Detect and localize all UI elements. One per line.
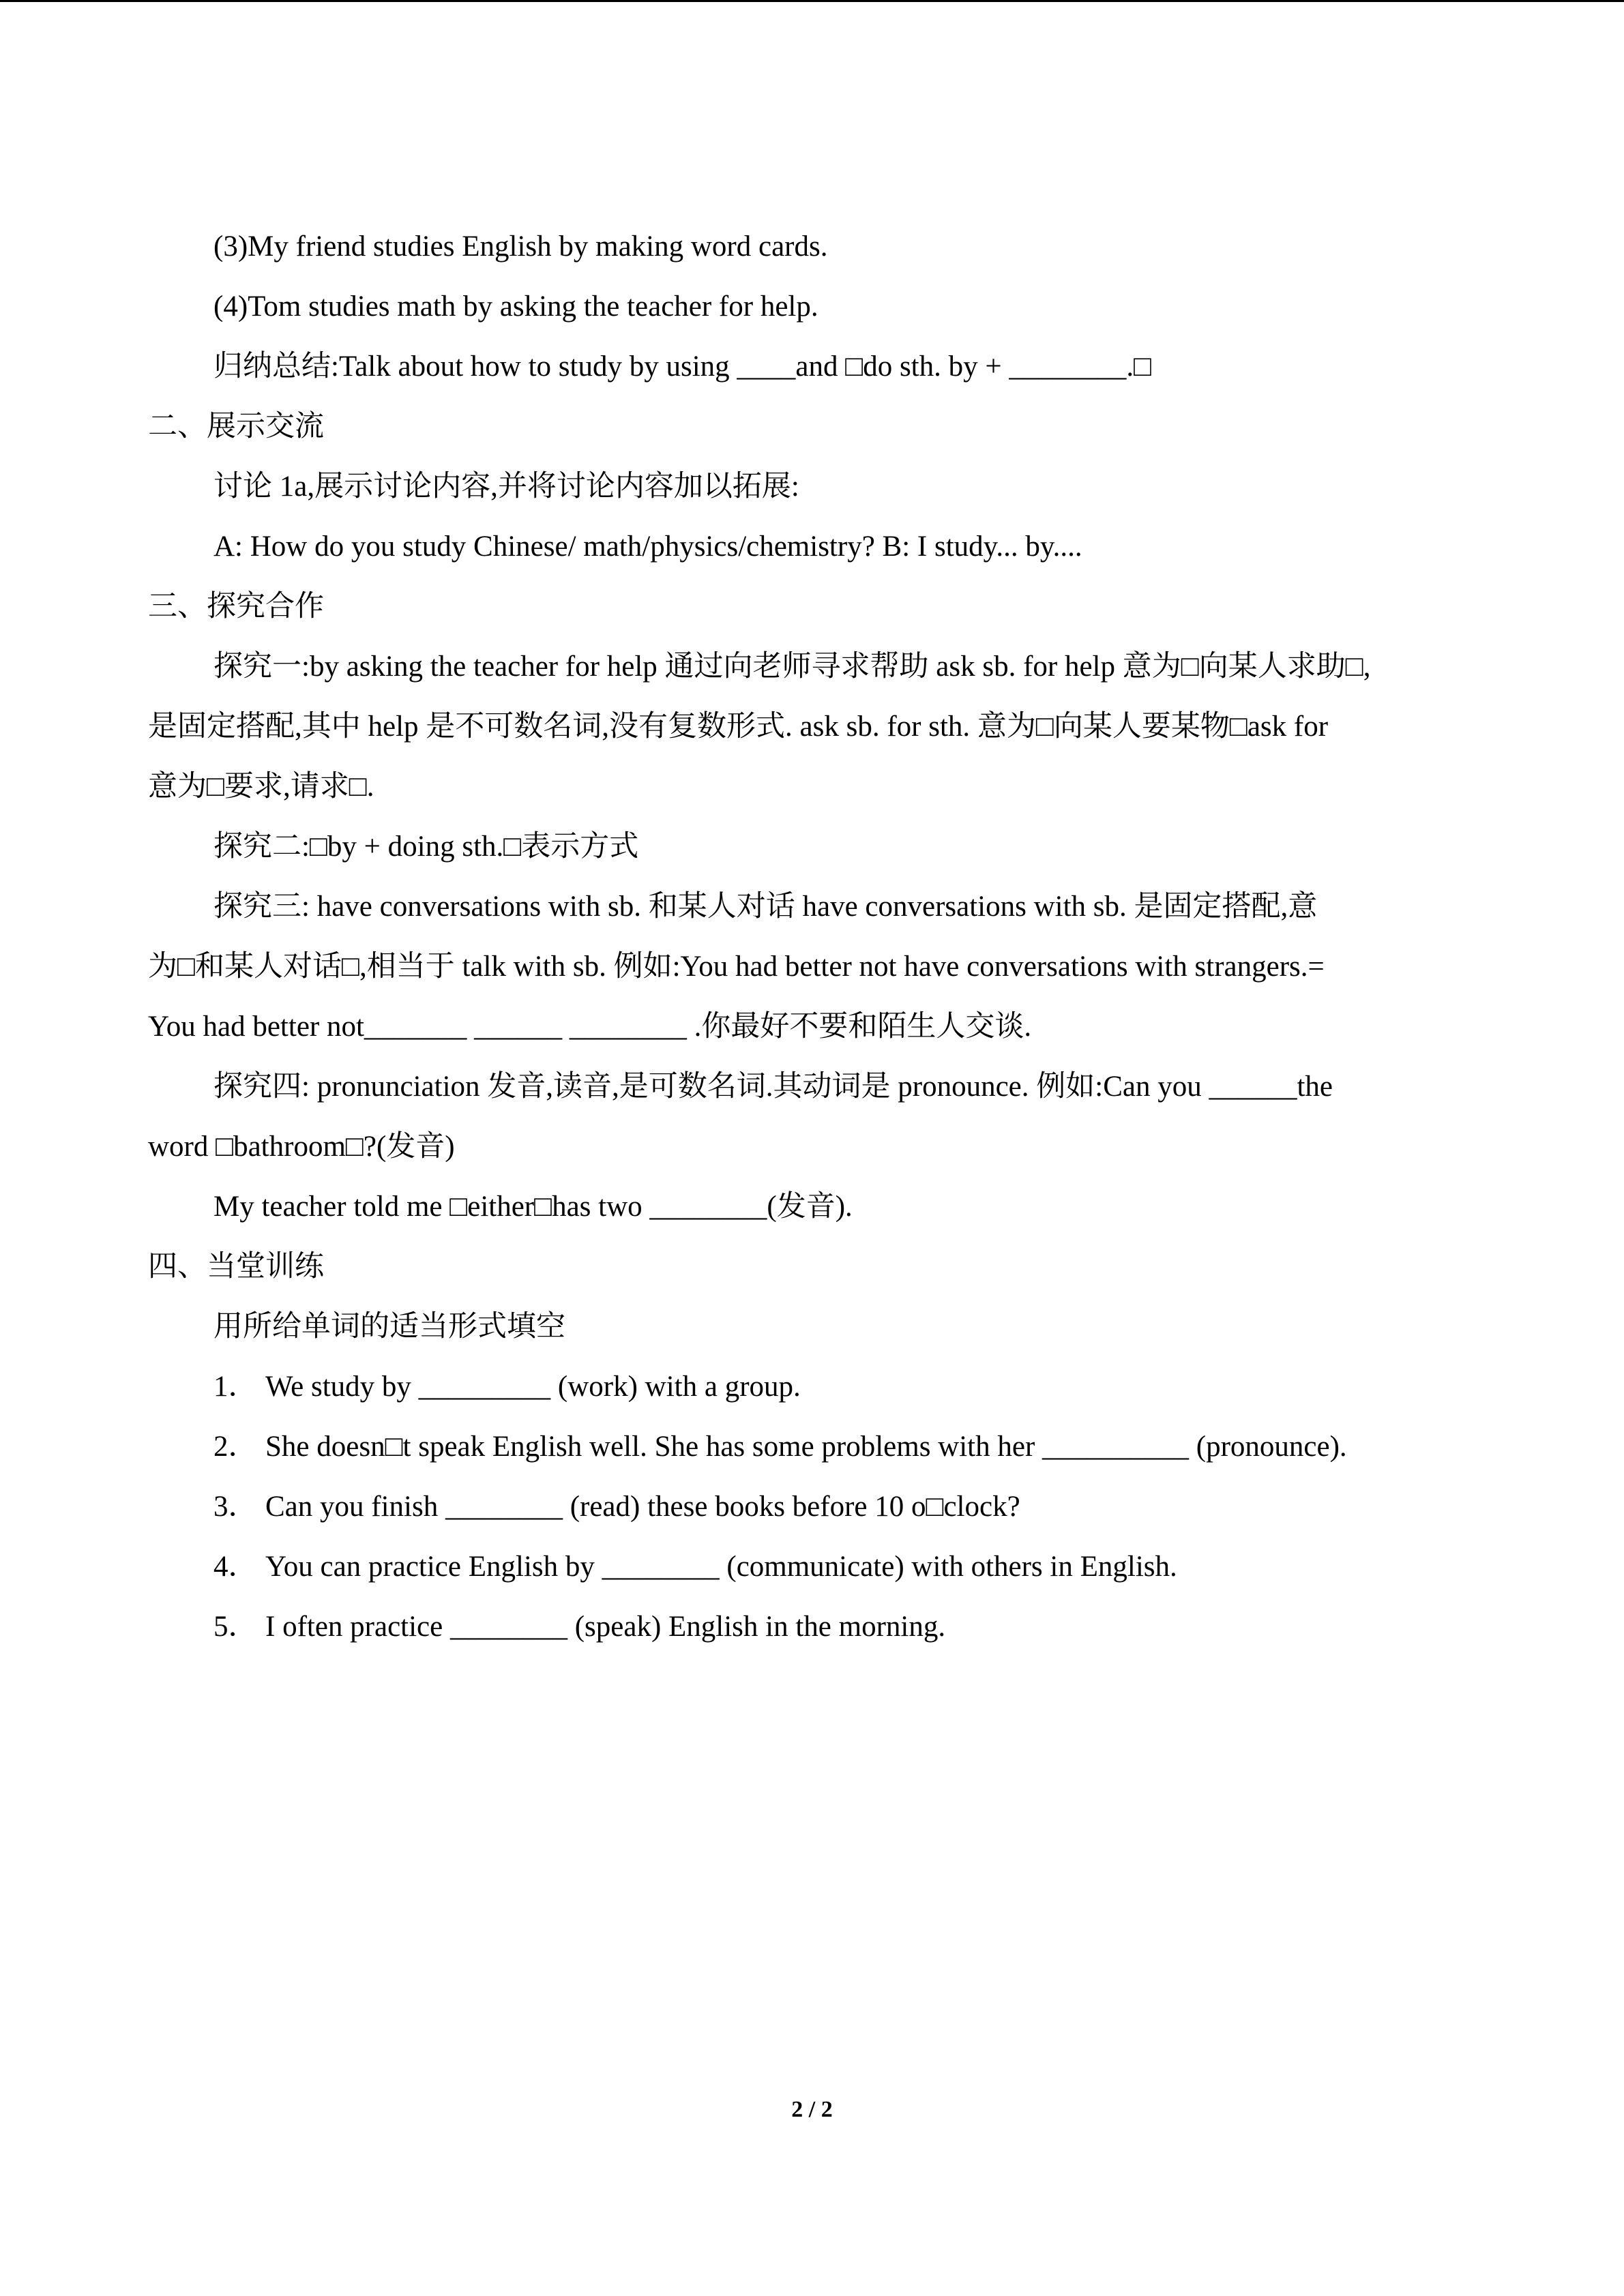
document-page [148, 217, 1478, 1657]
exercise-item [148, 1357, 1478, 1417]
exercise-number: 5． [213, 1611, 258, 1643]
page-number: 2 / 2 [791, 2097, 833, 2122]
exercise-number: 1． [213, 1371, 258, 1403]
exercise-text: We study by _________ (work) with a group. [265, 1371, 801, 1403]
exercise-item [148, 1537, 1478, 1597]
section-heading-4: 四、当堂训练 [148, 1251, 324, 1283]
section-heading-3: 三、探究合作 [148, 591, 324, 623]
explore-1-line-1: 探究一:by asking the teacher for help 通过向老师寻求帮助 ask sb. for help 意为□向某人求助□, [213, 651, 1371, 683]
exercise-text: She doesn□t speak English well. She has some problems with her __________ (pronounce). [265, 1431, 1347, 1463]
explore-3-line-1: 探究三: have conversations with sb. 和某人对话 have conversations with sb. 是固定搭配,意 [213, 891, 1318, 923]
explore-4-line-1: 探究四: pronunciation 发音,读音,是可数名词.其动词是 pronounce. 例如:Can you ______the [213, 1071, 1333, 1103]
explore-4-line-3: My teacher told me □either□has two ________(发音). [213, 1191, 853, 1223]
exercise-number: 3． [213, 1491, 258, 1523]
exercise-number: 2． [213, 1431, 258, 1463]
exercise-number: 4． [213, 1551, 258, 1583]
exercise-text: You can practice English by ________ (communicate) with others in English. [265, 1551, 1177, 1583]
explore-1-line-2: 是固定搭配,其中 help 是不可数名词,没有复数形式. ask sb. for sth. 意为□向某人要某物□ask for [148, 711, 1329, 743]
example-sentence-4: (4)Tom studies math by asking the teacher for help. [213, 290, 818, 323]
dialogue-line: A: How do you study Chinese/ math/physics/chemistry? B: I study... by.... [213, 531, 1082, 563]
explore-2-line: 探究二:□by + doing sth.□表示方式 [213, 831, 639, 863]
explore-4-line-2: word □bathroom□?(发音) [148, 1131, 455, 1163]
explore-3-line-2: 为□和某人对话□,相当于 talk with sb. 例如:You had better not have conversations with strangers.= [148, 951, 1325, 983]
discussion-instruction: 讨论 1a,展示讨论内容,并将讨论内容加以拓展: [213, 471, 799, 503]
explore-3-line-3: You had better not_______ ______ ________ .你最好不要和陌生人交谈. [148, 1011, 1032, 1043]
section-heading-2: 二、展示交流 [148, 411, 324, 443]
exercise-item [148, 1597, 1478, 1657]
exercise-item [148, 1417, 1478, 1477]
exercise-item [148, 1477, 1478, 1537]
example-sentence-3: (3)My friend studies English by making word cards. [213, 230, 828, 263]
explore-1-line-3: 意为□要求,请求□. [148, 771, 374, 803]
summary-line: 归纳总结:Talk about how to study by using ____and □do sth. by + ________.□ [213, 351, 1152, 383]
exercise-text: I often practice ________ (speak) English in the morning. [265, 1611, 946, 1643]
exercise-text: Can you finish ________ (read) these books before 10 o□clock? [265, 1491, 1020, 1523]
exercise-instruction: 用所给单词的适当形式填空 [213, 1311, 565, 1343]
top-border-line [0, 0, 1624, 2]
